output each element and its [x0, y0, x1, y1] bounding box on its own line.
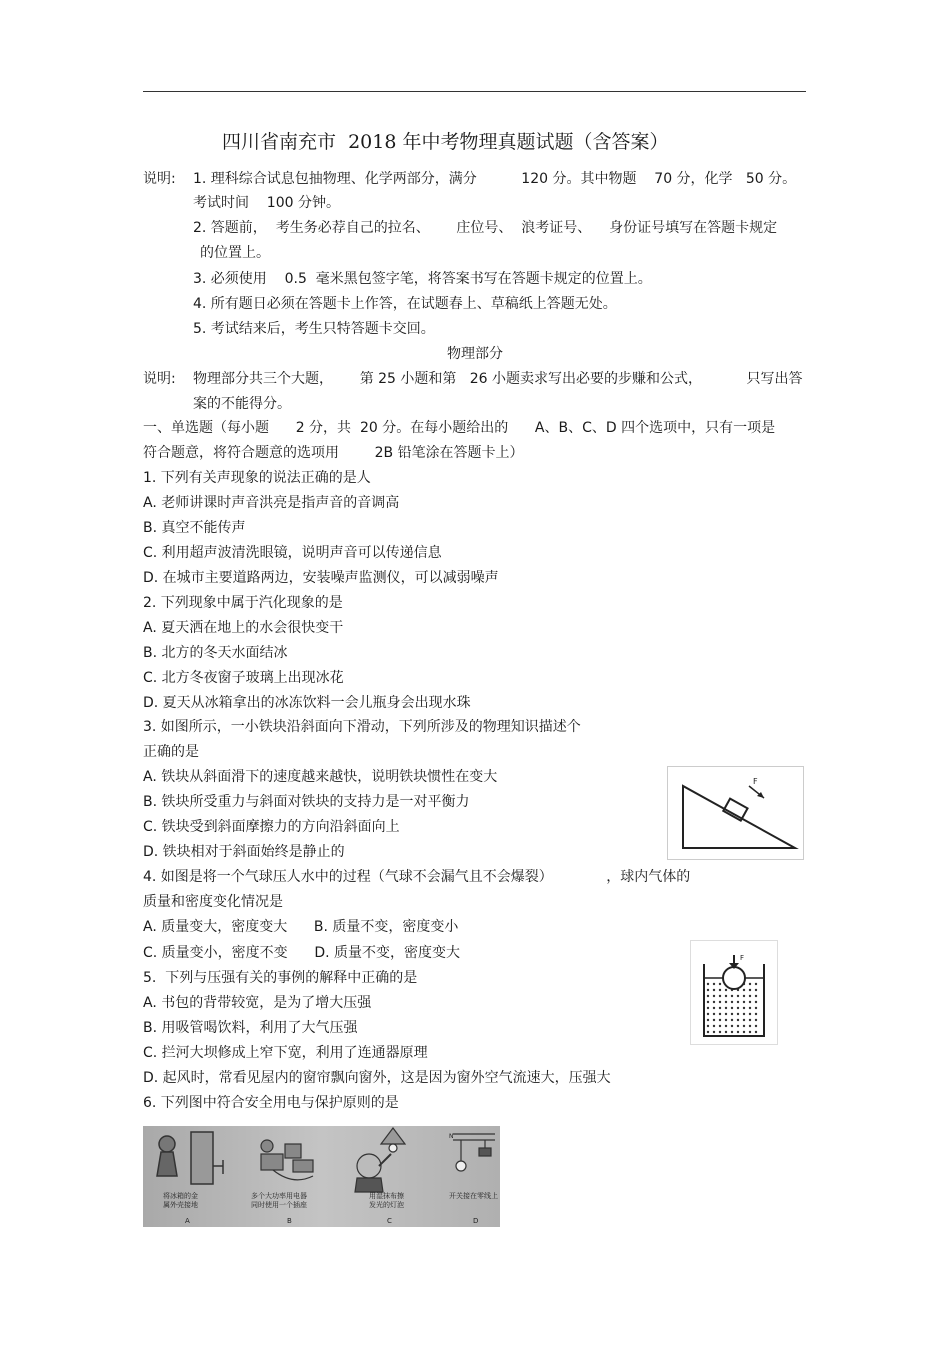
q4-stem-1: 4. 如图是将一个气球压人水中的过程（气球不会漏气且不会爆裂） ，球内气体的 — [143, 869, 691, 885]
q1-option-a: A. 老师讲课时声音洪亮是指声音的音调高 — [143, 495, 400, 511]
note-line-7: 5. 考试结来后，考生只特答题卡交回。 — [193, 321, 435, 337]
part1-line-1: 一、单选题（每小题 2 分，共 20 分。在每小题给出的 A、B、C、D 四个选项中，只有一项是 — [143, 420, 776, 436]
caption-b-letter-visible: B — [287, 1217, 292, 1225]
water-dot — [713, 1025, 715, 1027]
q4-stem-2: 质量和密度变化情况是 — [143, 894, 283, 910]
caption-a-line2: 属外壳接地 — [163, 1201, 198, 1209]
page-title: 四川省南充市 2018 年中考物理真题试题（含答案） — [222, 131, 669, 153]
section-heading: 物理部分 — [447, 346, 503, 362]
water-dot — [713, 1001, 715, 1003]
note-line-6: 4. 所有题日必须在答题卡上作答，在试题春上、草稿纸上答题无处。 — [193, 296, 617, 312]
water-dot — [749, 1019, 751, 1021]
water-dot — [743, 1007, 745, 1009]
water-dot — [719, 1001, 721, 1003]
q3-stem-1: 3. 如图所示，一小铁块沿斜面向下滑动，下列所涉及的物理知识描述个 — [143, 719, 581, 735]
caption-c-line2: 发光的灯泡 — [369, 1201, 404, 1209]
water-dot — [725, 1013, 727, 1015]
caption-d-letter: D — [473, 1217, 479, 1225]
water-dot — [749, 995, 751, 997]
water-dot — [743, 1025, 745, 1027]
water-dot — [713, 1007, 715, 1009]
water-dot — [743, 995, 745, 997]
q4-options-ab: A. 质量变大，密度变大 B. 质量不变，密度变小 — [143, 919, 459, 935]
balloon — [723, 967, 745, 989]
water-dot — [719, 1013, 721, 1015]
q1-option-c: C. 利用超声波清洗眼镜，说明声音可以传递信息 — [143, 545, 442, 561]
physics-note-label: 说明: — [143, 371, 176, 387]
water-dot — [731, 1031, 733, 1033]
water-dot — [707, 1001, 709, 1003]
q2-option-b: B. 北方的冬天水面结冰 — [143, 645, 288, 661]
caption-b-line1: 多个大功率用电器 — [251, 1192, 307, 1200]
water-dot — [749, 1001, 751, 1003]
water-dot — [725, 995, 727, 997]
water-dot — [707, 983, 709, 985]
water-dot — [725, 989, 727, 991]
water-dot — [749, 983, 751, 985]
q1-option-d: D. 在城市主要道路两边，安装噪声监测仪，可以减弱噪声 — [143, 570, 499, 586]
water-dot — [755, 1013, 757, 1015]
water-dot — [743, 1001, 745, 1003]
water-dot — [749, 1013, 751, 1015]
q5-stem: 5. 下列与压强有关的事例的解释中正确的是 — [143, 970, 418, 986]
water-dot — [749, 1025, 751, 1027]
water-dot — [731, 1019, 733, 1021]
water-dot — [755, 989, 757, 991]
physics-note-line-1: 物理部分共三个大题， 第 25 小题和第 26 小题卖求写出必要的步赚和公式， 只写出答 — [193, 371, 803, 387]
q1-option-b: B. 真空不能传声 — [143, 520, 246, 536]
q3-option-a: A. 铁块从斜面滑下的速度越来越快，说明铁块惯性在变大 — [143, 769, 498, 785]
caption-d-line1: 开关接在零线上 — [449, 1192, 498, 1200]
water-dot — [719, 1019, 721, 1021]
water-dot — [755, 995, 757, 997]
q2-option-d: D. 夏天从冰箱拿出的冰冻饮料一会儿瓶身会出现水珠 — [143, 695, 471, 711]
q5-option-a: A. 书包的背带较宽，是为了增大压强 — [143, 995, 372, 1011]
water-dot — [737, 995, 739, 997]
water-dot — [707, 1013, 709, 1015]
water-dot — [743, 989, 745, 991]
water-dot — [719, 989, 721, 991]
caption-a-letter: A — [185, 1217, 190, 1225]
water-dot — [737, 1001, 739, 1003]
circuit-n-label: N — [449, 1133, 454, 1140]
water-dot — [707, 1025, 709, 1027]
water-dot — [725, 1001, 727, 1003]
water-dot — [749, 1031, 751, 1033]
water-dot — [731, 1013, 733, 1015]
water-dot — [749, 989, 751, 991]
q3-option-b: B. 铁块所受重力与斜面对铁块的支持力是一对平衡力 — [143, 794, 470, 810]
water-dot — [719, 995, 721, 997]
water-dot — [737, 1031, 739, 1033]
note-line-1: 1. 理科综合试息包抽物理、化学两部分，满分 120 分。其中物题 70 分，化学 50 分。 — [193, 171, 797, 187]
water-dot — [749, 1007, 751, 1009]
note-line-3: 2. 答题前， 考生务必荐自己的拉名、 庄位号、 浪考证号、 身份证号填写在答题卡规定 — [193, 220, 778, 236]
incline-figure — [667, 766, 804, 860]
note-line-4: 的位置上。 — [200, 245, 270, 261]
caption-b-line2: 同时使用一个插座 — [251, 1201, 307, 1209]
notes-label: 说明: — [143, 171, 176, 187]
q3-stem-2: 正确的是 — [143, 744, 199, 760]
water-dot — [725, 1025, 727, 1027]
water-dot — [743, 1031, 745, 1033]
top-rule — [143, 91, 806, 92]
water-dot — [731, 1025, 733, 1027]
water-dot — [707, 989, 709, 991]
caption-c-letter: C — [387, 1217, 392, 1225]
water-dot — [755, 1001, 757, 1003]
water-dot — [725, 1019, 727, 1021]
q5-option-c: C. 拦河大坝修成上窄下宽，利用了连通器原理 — [143, 1045, 428, 1061]
water-dot — [713, 1031, 715, 1033]
water-dot — [743, 1013, 745, 1015]
water-dot — [725, 1007, 727, 1009]
balloon-force-label: F — [740, 954, 745, 962]
water-dot — [731, 995, 733, 997]
water-dot — [755, 1031, 757, 1033]
balloon-figure — [690, 940, 778, 1045]
caption-c-line1: 用湿抹布擦 — [369, 1192, 404, 1200]
q3-option-d: D. 铁块相对于斜面始终是静止的 — [143, 844, 345, 860]
q5-option-b: B. 用吸管喝饮料，利用了大气压强 — [143, 1020, 358, 1036]
water-dot — [731, 1007, 733, 1009]
q2-stem: 2. 下列现象中属于汽化现象的是 — [143, 595, 343, 611]
water-dot — [707, 995, 709, 997]
q6-figure — [143, 1126, 500, 1227]
water-dot — [719, 1007, 721, 1009]
water-dot — [713, 1013, 715, 1015]
q2-option-a: A. 夏天洒在地上的水会很快变干 — [143, 620, 344, 636]
water-dot — [755, 1007, 757, 1009]
water-dot — [737, 1025, 739, 1027]
note-line-5: 3. 必须使用 0.5 毫米黑包签字笔，将答案书写在答题卡规定的位置上。 — [193, 271, 652, 287]
water-dot — [737, 1007, 739, 1009]
water-dot — [713, 983, 715, 985]
water-dot — [707, 1031, 709, 1033]
water-dot — [755, 983, 757, 985]
water-dot — [743, 1019, 745, 1021]
q2-option-c: C. 北方冬夜窗子玻璃上出现冰花 — [143, 670, 344, 686]
q3-option-c: C. 铁块受到斜面摩擦力的方向沿斜面向上 — [143, 819, 400, 835]
water-dot — [725, 1031, 727, 1033]
water-dot — [755, 1025, 757, 1027]
water-dot — [713, 989, 715, 991]
physics-note-line-2: 案的不能得分。 — [193, 396, 291, 412]
q4-options-cd: C. 质量变小，密度不变 D. 质量不变，密度变大 — [143, 945, 461, 961]
water-dot — [719, 1031, 721, 1033]
water-dot — [731, 1001, 733, 1003]
water-dot — [737, 1013, 739, 1015]
q5-option-d: D. 起风时，常看见屋内的窗帘飘向窗外，这是因为窗外空气流速大，压强大 — [143, 1070, 611, 1086]
water-dot — [707, 1007, 709, 1009]
incline-force-label: F — [753, 777, 758, 786]
q6-stem: 6. 下列图中符合安全用电与保护原则的是 — [143, 1095, 399, 1111]
water-dot — [713, 995, 715, 997]
water-dot — [719, 1025, 721, 1027]
caption-a-line1: 将冰箱的金 — [163, 1192, 198, 1200]
water-dot — [737, 1019, 739, 1021]
note-line-2: 考试时间 100 分钟。 — [193, 195, 340, 211]
water-dot — [713, 1019, 715, 1021]
water-dot — [755, 1019, 757, 1021]
water-dot — [707, 1019, 709, 1021]
water-dot — [719, 983, 721, 985]
q1-stem: 1. 下列有关声现象的说法正确的是人 — [143, 470, 371, 486]
part1-line-2: 符合题意，将符合题意的选项用 2B 铅笔涂在答题卡上） — [143, 445, 524, 461]
